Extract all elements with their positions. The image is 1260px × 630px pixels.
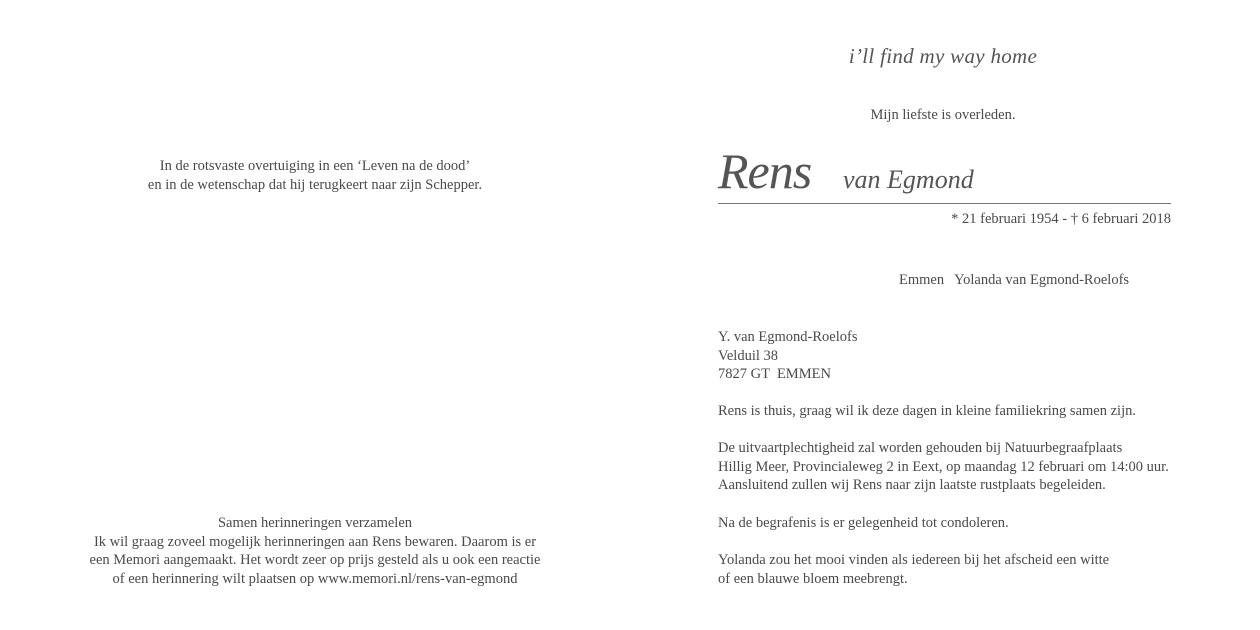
address-line: Y. van Egmond-Roelofs bbox=[718, 329, 858, 345]
memori-line: of een herinnering wilt plaatsen op www.memori.nl/rens-van-egmond bbox=[112, 570, 518, 587]
paragraph-line: Aansluitend zullen wij Rens naar zijn laatste rustplaats begeleiden. bbox=[718, 477, 1106, 493]
paragraph-line: De uitvaartplechtigheid zal worden gehouden bij Natuurbegraafplaats bbox=[718, 440, 1123, 456]
paragraph-line: Na de begrafenis is er gelegenheid tot condoleren. bbox=[718, 515, 1009, 531]
memori-text bbox=[40, 514, 590, 588]
home-paragraph bbox=[718, 402, 1136, 421]
belief-line: In de rotsvaste overtuiging in een ‘Leven na de dood’ bbox=[159, 158, 471, 174]
name-divider bbox=[718, 203, 1171, 204]
intro-text: Mijn liefste is overleden. bbox=[870, 107, 1016, 123]
memori-line: Ik wil graag zoveel mogelijk herinneringen aan Rens bewaren. Daarom is er bbox=[93, 533, 537, 550]
life-dates: * 21 februari 1954 - † 6 februari 2018 bbox=[951, 211, 1171, 227]
memori-line: een Memori aangemaakt. Het wordt zeer op prijs gesteld als u ook een reactie bbox=[89, 552, 541, 568]
paragraph-line: Rens is thuis, graag wil ik deze dagen in kleine familiekring samen zijn. bbox=[718, 403, 1136, 419]
condolence-paragraph bbox=[718, 514, 1009, 533]
paragraph-line: Yolanda zou het mooi vinden als iedereen bij het afscheid een witte bbox=[718, 552, 1110, 568]
flower-paragraph bbox=[718, 551, 1109, 588]
paragraph-line: Hillig Meer, Provincialeweg 2 in Eext, op maandag 12 februari om 14:00 uur. bbox=[718, 458, 1169, 475]
first-name: Rens bbox=[718, 143, 812, 199]
motto: i’ll find my way home bbox=[848, 44, 1038, 68]
right-page bbox=[630, 0, 1260, 630]
signoff bbox=[899, 272, 1129, 289]
belief-line: en in de wetenschap dat hij terugkeert naar zijn Schepper. bbox=[147, 176, 483, 193]
funeral-paragraph bbox=[718, 439, 1169, 495]
paragraph-line: of een blauwe bloem meebrengt. bbox=[718, 570, 908, 587]
correspondence-address bbox=[718, 328, 858, 384]
signoff-name: Yolanda van Egmond-Roelofs bbox=[954, 272, 1130, 288]
belief-text bbox=[40, 157, 590, 194]
address-line: 7827 GT EMMEN bbox=[718, 366, 831, 382]
address-line: Velduil 38 bbox=[718, 347, 779, 364]
last-name: van Egmond bbox=[843, 165, 974, 194]
deceased-name bbox=[718, 134, 1171, 202]
signoff-place: Emmen bbox=[899, 272, 945, 288]
memori-heading: Samen herinneringen verzamelen bbox=[217, 515, 413, 531]
